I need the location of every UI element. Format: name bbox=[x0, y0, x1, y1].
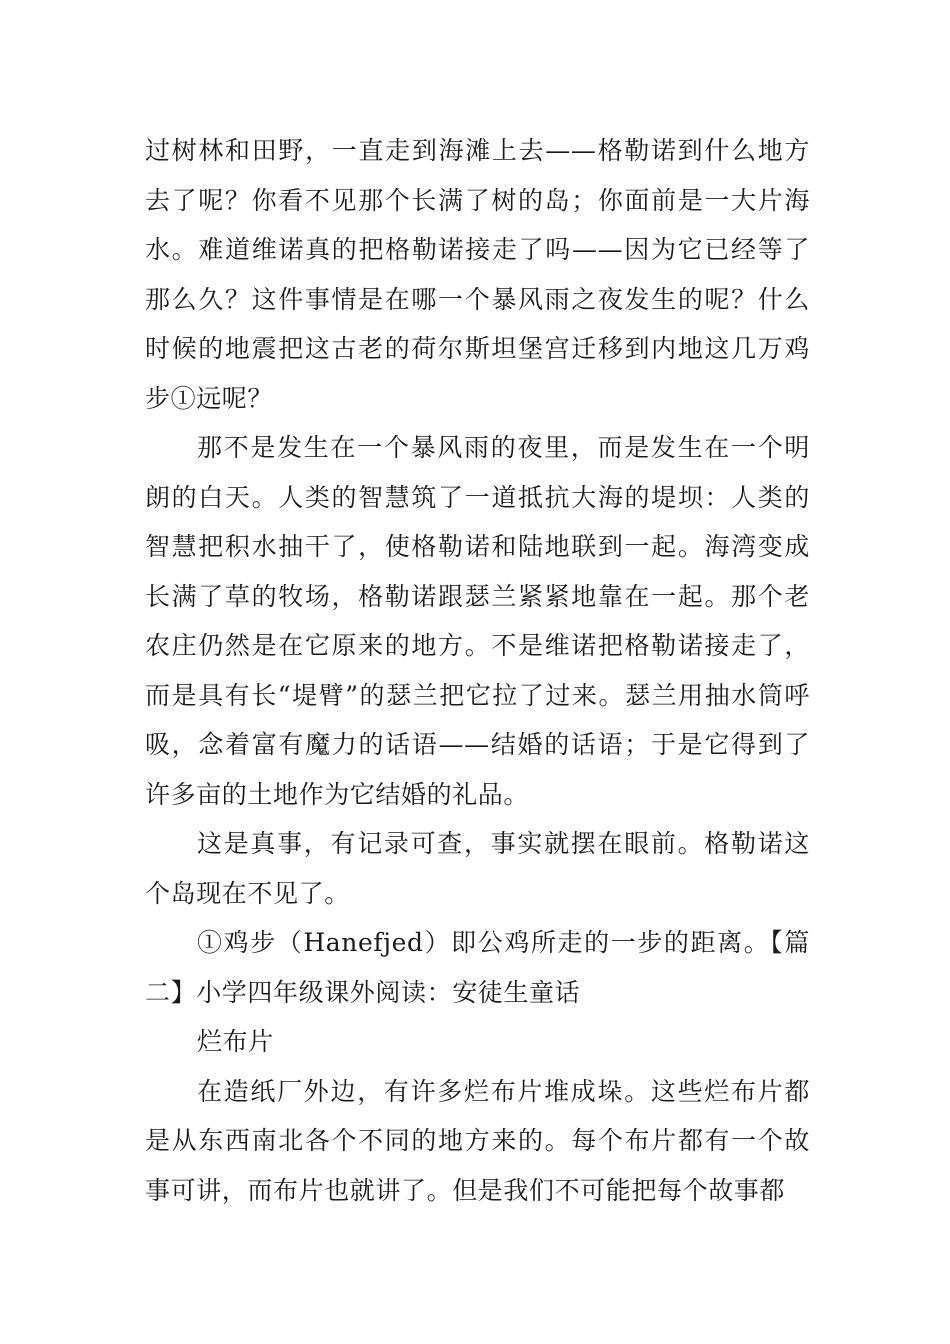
paragraph-1: 过树林和田野，一直走到海滩上去——格勒诺到什么地方去了呢？你看不见那个长满了树的岛；你面前是一大片海水。难道维诺真的把格勒诺接走了吗——因为它已经等了那么久？这件事情是在哪一个暴风雨之夜发生的呢？什么时候的地震把这古老的荷尔斯坦堡宫迁移到内地这几万鸡步①远呢？ bbox=[145, 136, 810, 413]
paragraph-3: 这是真事，有记录可查，事实就摆在眼前。格勒诺这个岛现在不见了。 bbox=[145, 829, 810, 908]
document-page bbox=[145, 126, 810, 1215]
section-title: 烂布片 bbox=[197, 1027, 274, 1056]
paragraph-2: 那不是发生在一个暴风雨的夜里，而是发生在一个明朗的白天。人类的智慧筑了一道抵抗大海的堤坝：人类的智慧把积水抽干了，使格勒诺和陆地联到一起。海湾变成长满了草的牧场，格勒诺跟瑟兰紧紧地靠在一起。那个老农庄仍然是在它原来的地方。不是维诺把格勒诺接走了，而是具有长“堤臂”的瑟兰把它拉了过来。瑟兰用抽水筒呼吸，念着富有魔力的话语——结婚的话语；于是它得到了许多亩的土地作为它结婚的礼品。 bbox=[145, 433, 810, 809]
paragraph-6: 在造纸厂外边，有许多烂布片堆成垛。这些烂布片都是从东西南北各个不同的地方来的。每个布片都有一个故事可讲，而布片也就讲了。但是我们不可能把每个故事都 bbox=[145, 1076, 810, 1205]
footnote-paragraph: ①鸡步（Hanefjed）即公鸡所走的一步的距离。【篇二】小学四年级课外阅读：安徒生童话 bbox=[145, 928, 810, 1007]
